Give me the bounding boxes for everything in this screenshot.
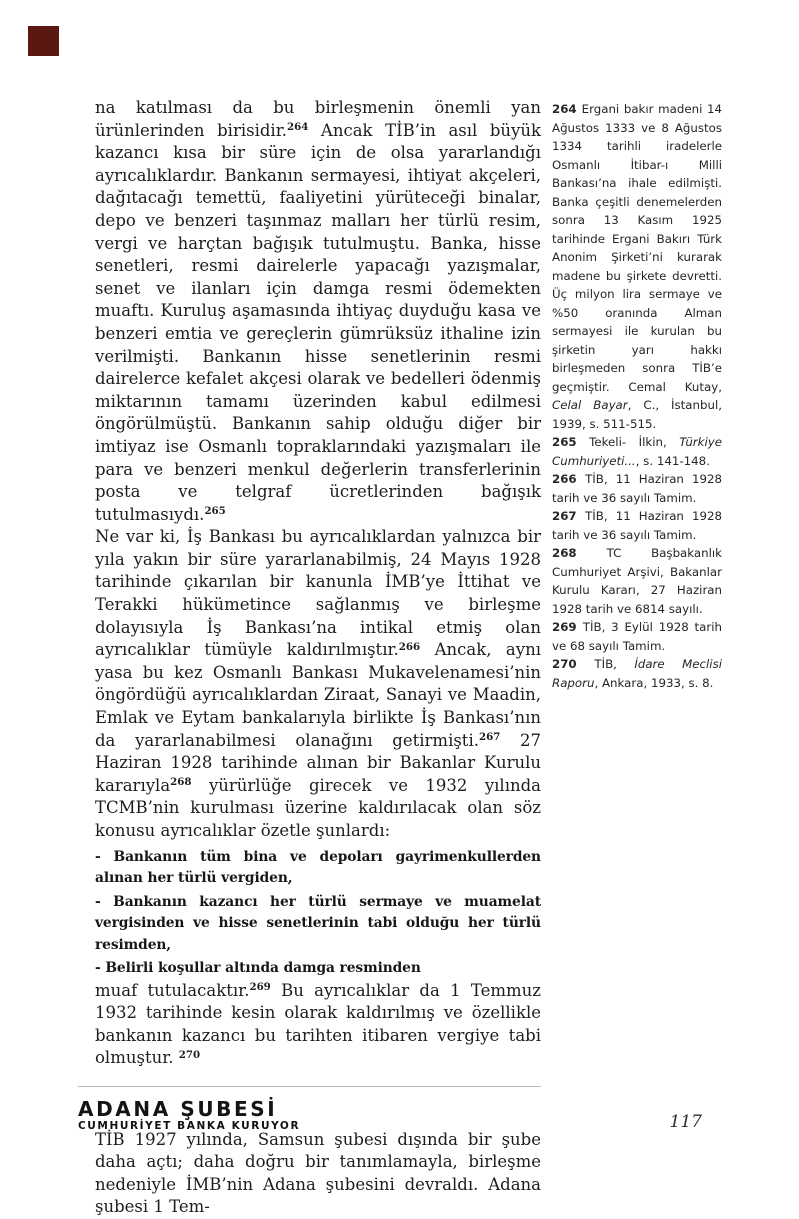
footnote-264: 264 Ergani bakır madeni 14 Ağustos 1333 ve 8 Ağustos 1334 tarihli iradelerle Osmanlı İtibar-ı Milli Bankası’na ihale edilmişti. Banka çeşitli denemelerden sonra 13 Kasım 1925 tarihinde Ergani Bakırı Türk Anonim Şirketi’ni kurarak madene bu şirkete devretti. Üç milyon lira sermaye ve %50 oranında Alman sermayesi ile kurulan bu şirketin yarı hakkı birleşmeden sonra TİB’e geçmiştir. Cemal Kutay, Celal Bayar, C., İstanbul, 1939, s. 511-515. — [552, 102, 723, 431]
footnote-ref: 264 — [287, 120, 309, 133]
footnote-ref: 265 — [204, 505, 226, 518]
footnote-number: 267 — [552, 509, 586, 523]
paragraph-abolition: Ne var ki, İş Bankası bu ayrıcalıklardan yalnızca bir yıla yakın bir süre yararlanabilmiş, 24 Mayıs 1928 tarihinde çıkarılan bir kanunla İMB’ye İttihat ve Terakki hükümetince sağlanmış ve birleşme dolayısıyla İş Bankası’na intikal etmiş olan ayrıcalıklar tümüyle kaldırılmıştır.$^{266}$ Ancak, aynı yasa bu kez Osmanlı Bankası Mukavelenamesi’nin öngördüğü ayrıcalıklardan Ziraat, Sanayi ve Maadin, Emlak ve Eytam bankalarıyla birlikte İş Bankası’nın da yararlanabilmesi olanağını getirmişti.$^{267}$ 27 Haziran 1928 tarihinde alınan bir Bakanlar Kurulu kararıyla$^{268}$ yürürlüğe girecek ve 1932 yılında TCMB’nin kurulması üzerine kaldırılacak olan söz konusu ayrıcalıklar özetle şunlardı: — [95, 527, 541, 840]
footnote-number: 264 — [552, 102, 582, 116]
footnote-number: 265 — [552, 435, 577, 449]
paragraph-adana: TİB 1927 yılında, Samsun şubesi dışında bir şube daha açtı; daha doğru bir tanımlamayla, birleşme nedeniyle İMB’nin Adana şubesini devraldı. Adana şubesi 1 Tem- — [95, 1129, 541, 1217]
footnote-265: 265 Tekeli- İlkin, Türkiye Cumhuriyeti..., s. 141-148. — [552, 435, 722, 468]
running-footer-title: CUMHURİYET BANKA KURUYOR — [78, 1120, 301, 1132]
section-heading: ADANA ŞUBESİ — [78, 1096, 278, 1121]
footnote-ref: 270 — [178, 1048, 201, 1061]
section-divider — [78, 1086, 541, 1087]
footnote-number: 270 — [552, 657, 595, 671]
footnote-267: 267 TİB, 11 Haziran 1928 tarih ve 36 sayılı Tamim. — [552, 509, 723, 542]
footnote-268: 268 TC Başbakanlık Cumhuriyet Arşivi, Bakanlar Kurulu Kararı, 27 Haziran 1928 tarih ve 6814 sayılı. — [552, 546, 723, 616]
paragraph-exemption-end: muaf tutulacaktır.$^{269}$ Bu ayrıcalıklar da 1 Temmuz 1932 tarihinde kesin olarak kaldırılmış ve özellikle bankanın kazancı bu tarihten itibaren vergiye tabi olmuştur. $^{270}$ — [95, 980, 541, 1068]
footnote-number: 269 — [552, 620, 583, 634]
footnote-270: 270 TİB, İdare Meclisi Raporu, Ankara, 1933, s. 8. — [552, 657, 722, 690]
chapter-tab-marker — [28, 26, 59, 56]
footnote-number: 268 — [552, 546, 607, 560]
footnote-ref: 266 — [398, 640, 421, 653]
footnote-ref: 267 — [478, 731, 501, 743]
footnotes-column — [552, 100, 722, 692]
page-number: 117 — [669, 1112, 702, 1132]
list-item: - Belirli koşullar altında damga resminden — [95, 960, 421, 977]
list-item: - Bankanın tüm bina ve depoları gayrimenkullerden alınan her türlü vergiden, — [95, 848, 541, 887]
footnote-ref: 269 — [249, 980, 271, 993]
paragraph-privileges: na katılması da bu birleşmenin önemli yan ürünlerinden birisidir.$^{264}$ Ancak TİB’in asıl büyük kazancı kısa bir süre için de olsa yararlandığı ayrıcalıklardır. Bankanın sermayesi, ihtiyat akçeleri, dağıtacağı temettü, faaliyetini yürüteceği binalar, depo ve benzeri taşınmaz malları her türlü resim, vergi ve harçtan bağışık tutulmuştu. Banka, hisse senetleri, resmi dairelerle yapacağı yazışmalar, senet ve ilanları için damga resmi ödemekten muaftı. Kuruluş aşamasında ihtiyaç duyduğu kasa ve benzeri emtia ve gereçlerin gümrüksüz ithaline izin verilmişti. Bankanın hisse senetlerinin resmi dairelerce kefalet akçesi olarak ve bedelleri ödenmiş miktarının tamamı üzerinden kabul edilmesi öngörülmüştü. Bankanın sahip olduğu diğer bir imtiyaz ise Osmanlı topraklarındaki yazışmaları ile para ve benzeri menkul değerlerin transferlerinin posta ve telgraf ücretlerinden bağışık tutulmasıydı.$^{265}$ — [95, 98, 542, 524]
section-adana-subesi — [78, 1086, 541, 1219]
footnote-266: 266 TİB, 11 Haziran 1928 tarih ve 36 sayılı Tamim. — [552, 472, 723, 505]
footnote-ref: 268 — [170, 776, 192, 789]
footnote-number: 266 — [552, 472, 586, 486]
main-text-column — [78, 97, 542, 1219]
footnote-269: 269 TİB, 3 Eylül 1928 tarih ve 68 sayılı Tamim. — [552, 620, 723, 653]
privileges-list — [95, 847, 541, 980]
list-item: - Bankanın kazancı her türlü sermaye ve muamelat vergisinden ve hisse senetlerinin tabi olduğu her türlü resimden, — [95, 893, 541, 953]
